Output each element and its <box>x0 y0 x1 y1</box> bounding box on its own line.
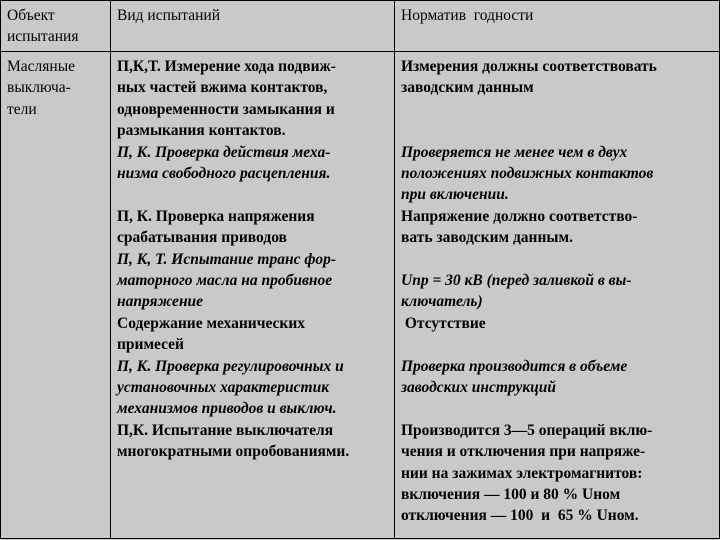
test-line: П, К. Проверка регулировочных и <box>117 357 344 375</box>
test-line: механизмов приводов и выключ. <box>117 400 337 418</box>
norm-line: Измерения должны соответствовать <box>401 58 657 75</box>
norm-line: нии на зажимах электромагнитов: <box>401 464 643 482</box>
header-norm-cell <box>395 1 720 52</box>
test-line: Содержание механических <box>117 314 306 332</box>
test-line: П,К. Испытание выключателя <box>117 421 334 439</box>
norm-line: включения — 100 и 80 % Uном <box>401 486 621 504</box>
norm-line: Проверка производится в объеме <box>401 357 628 375</box>
test-line: П, К. Проверка напряжения <box>117 207 315 225</box>
test-line: маторного масла на пробивное <box>117 272 333 290</box>
test-line: П, К, Т. Испытание транс фор- <box>117 250 337 268</box>
test-line: одновременности замыкания и <box>117 100 335 118</box>
norm-line: при включении. <box>401 186 509 204</box>
spacer <box>401 334 714 355</box>
test-line: ных частей вжима контактов, <box>117 79 328 97</box>
test-line: размыкания контактов. <box>117 122 286 140</box>
test-line: срабатывания приводов <box>117 229 287 247</box>
norm-line: чения и отключения при напряже- <box>401 443 646 461</box>
test-line: многократными опробованиями. <box>117 443 350 461</box>
header-object-line-2: испытания <box>7 28 79 46</box>
spacer <box>401 99 714 120</box>
norm-line: вать заводским данным. <box>401 229 573 247</box>
spacer <box>401 120 714 141</box>
object-cell <box>1 52 111 539</box>
spacer <box>117 184 389 205</box>
header-object-line-1: Объект <box>7 7 55 24</box>
norm-line: заводских инструкций <box>401 379 557 397</box>
table-header-row <box>1 1 720 52</box>
norm-line: Напряжение должно соответство- <box>401 207 638 225</box>
object-line: тели <box>7 100 37 118</box>
header-test-type-cell <box>111 1 395 52</box>
test-line: примесей <box>117 336 184 354</box>
tests-cell <box>111 52 395 539</box>
norm-line: Uпр = 30 кВ (перед заливкой в вы- <box>401 272 632 290</box>
norm-line: отключения — 100 и 65 % Uном. <box>401 507 639 525</box>
norm-line: заводским данным <box>401 79 534 97</box>
test-line: П, К. Проверка действия меха- <box>117 143 331 161</box>
test-line: напряжение <box>117 293 204 311</box>
test-line: П,К,Т. Измерение хода подвиж- <box>117 58 336 75</box>
object-line: Масляные <box>7 58 75 75</box>
test-line: установочных характеристик <box>117 379 330 397</box>
test-line: низма свободного расцепления. <box>117 165 331 183</box>
norm-line: ключатель) <box>401 293 483 311</box>
table-row <box>1 52 720 539</box>
norm-line: Отсутствие <box>401 314 486 332</box>
object-line: выключа- <box>7 79 71 97</box>
header-norm: Норматив годности <box>401 7 534 24</box>
norm-line: положениях подвижных контактов <box>401 165 654 182</box>
spacer <box>401 249 714 270</box>
norm-line: Проверяется не менее чем в двух <box>401 143 628 161</box>
norms-cell <box>395 52 720 539</box>
header-object-cell <box>1 1 111 52</box>
norm-line: Производится 3—5 операций вклю- <box>401 421 653 439</box>
spacer <box>401 398 714 419</box>
header-test-type: Вид испытаний <box>117 7 221 24</box>
